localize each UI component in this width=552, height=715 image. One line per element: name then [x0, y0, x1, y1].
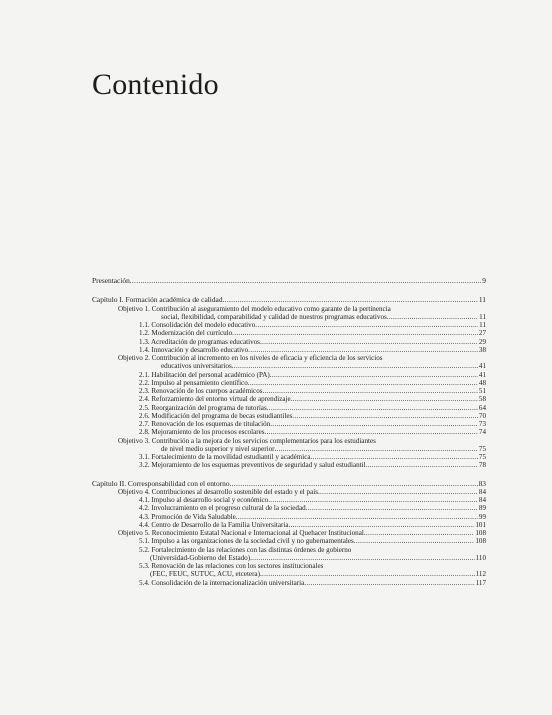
dot-leader — [387, 313, 478, 321]
toc-entry-label: Presentación — [92, 277, 130, 285]
toc-page-number: 110 — [475, 553, 486, 562]
toc-entry-label: Objetivo 3. Contribución a la mejora de los servicios complementarios para los estudiantes — [118, 436, 376, 445]
toc-entry-label: 2.1. Habilitación del personal académico (PA) — [139, 370, 270, 379]
toc-page-number: 83 — [478, 479, 486, 488]
toc-entry-label: de nivel medio superior y nivel superior — [161, 444, 275, 453]
toc-page-number: 99 — [478, 512, 486, 521]
dot-leader — [248, 346, 478, 354]
toc-entry-label: 2.8. Mejoramiento de los procesos escolares — [139, 428, 265, 437]
toc-page-number: 112 — [475, 570, 486, 579]
dot-leader — [232, 329, 478, 337]
dot-leader — [260, 570, 475, 578]
toc-entry-label: (Universidad-Gobierno del Estado) — [150, 553, 251, 562]
toc-entry-label: (FEC, FEUC, SUTUC, ACU, etcetera) — [150, 570, 260, 579]
toc-item-5-2-line1[interactable] — [92, 546, 486, 554]
toc-page-number: 11 — [478, 296, 486, 305]
dot-leader — [366, 461, 478, 469]
toc-page-number: 108 — [475, 537, 486, 546]
toc-page-number: 29 — [478, 337, 486, 346]
toc-page-number: 9 — [482, 277, 486, 285]
toc-page-number: 70 — [478, 411, 486, 420]
dot-leader — [292, 412, 478, 420]
dot-leader — [274, 445, 477, 453]
toc-item-4-2[interactable] — [92, 504, 486, 512]
dot-leader — [250, 554, 475, 562]
toc-item-2-1[interactable] — [92, 371, 486, 379]
toc-entry-label: 1.2. Modernización del currículo — [139, 329, 233, 338]
toc-objective-3-line1[interactable] — [92, 437, 486, 445]
toc-page-number: 84 — [478, 487, 486, 496]
toc-item-5-4[interactable] — [92, 579, 486, 587]
toc-item-1-4[interactable] — [92, 346, 486, 354]
dot-leader — [291, 395, 478, 403]
dot-leader — [304, 579, 474, 587]
toc-entry-label: Objetivo 2. Contribución al incremento en los niveles de eficacia y eficiencia de los servicios — [118, 354, 383, 362]
toc-entry-label: educativos universitarios — [161, 362, 232, 371]
toc-entry-label: 2.2. Impulso al pensamiento científico — [139, 378, 248, 387]
toc-entry-label: 5.3. Renovación de las relaciones con los sectores institucionales — [139, 562, 324, 570]
dot-leader — [263, 387, 478, 395]
dot-leader — [267, 404, 478, 412]
dot-leader — [223, 296, 478, 304]
toc-entry-label: 5.4. Consolidación de la internacionalización universitaria — [139, 578, 305, 587]
toc-page-number: 41 — [478, 370, 486, 379]
toc-entry-label: Capítulo I. Formación académica de calidad — [92, 296, 223, 305]
toc-item-2-6[interactable] — [92, 412, 486, 420]
toc-item-4-1[interactable] — [92, 496, 486, 504]
dot-leader — [265, 428, 478, 436]
dot-leader — [318, 488, 478, 496]
dot-leader — [311, 453, 478, 461]
toc-objective-2-line1[interactable] — [92, 354, 486, 362]
toc-entry-label: 4.2. Involucramiento en el progreso cultural de la sociedad — [139, 504, 306, 513]
toc-page-number: 117 — [475, 578, 486, 587]
dot-leader — [306, 504, 478, 512]
toc-chapter-2[interactable] — [92, 480, 486, 488]
toc-item-2-8[interactable] — [92, 428, 486, 436]
toc-entry-label: 4.3. Promoción de Vida Saludable — [139, 512, 236, 521]
toc-item-5-3-line2[interactable] — [92, 570, 486, 578]
dot-leader — [354, 537, 475, 545]
toc-entry-label: Objetivo 1. Contribución al aseguramiento del modelo educativo como garante de la pertinencia — [118, 304, 391, 313]
toc-entry-label: Objetivo 4. Contribuciones al desarrollo sostenible del estado y el país — [118, 487, 318, 496]
toc-objective-4[interactable] — [92, 488, 486, 496]
toc-entry-label: 1.4. Innovación y desarrollo educativo — [139, 345, 249, 354]
toc-objective-1-line2[interactable] — [92, 313, 486, 321]
toc-page-number: 73 — [478, 420, 486, 428]
toc-item-5-1[interactable] — [92, 537, 486, 545]
toc-page-number: 101 — [475, 520, 486, 529]
toc-item-4-4[interactable] — [92, 521, 486, 529]
dot-leader — [236, 513, 478, 521]
dot-leader — [268, 496, 478, 504]
toc-entry-label: 5.2. Fortalecimiento de las relaciones con las distintas órdenes de gobierno — [139, 545, 352, 554]
toc-entry-label: 2.5. Reorganización del programa de tutorías — [139, 403, 267, 412]
dot-leader — [289, 521, 475, 529]
toc-objective-2-line2[interactable] — [92, 362, 486, 370]
toc-item-3-2[interactable] — [92, 461, 486, 469]
toc-entry-label: 3.1. Fortalecimiento de la movilidad estudiantil y académica — [139, 453, 311, 461]
toc-page-number: 51 — [478, 387, 486, 395]
dot-leader — [260, 338, 478, 346]
dot-leader — [270, 371, 478, 379]
toc-item-2-4[interactable] — [92, 395, 486, 403]
page-title: Contenido — [92, 68, 219, 101]
toc-item-3-1[interactable] — [92, 453, 486, 461]
dot-leader — [255, 321, 478, 329]
toc-page-number: 78 — [478, 461, 486, 470]
toc-entry-presentacion[interactable] — [92, 277, 486, 285]
dot-leader — [232, 362, 478, 370]
toc-item-4-3[interactable] — [92, 513, 486, 521]
toc-page-number: 27 — [478, 329, 486, 338]
toc-page-number: 108 — [475, 529, 486, 537]
toc-entry-label: social, flexibilidad, comparabilidad y calidad de nuestros programas educativos — [161, 312, 387, 321]
toc-page-number: 75 — [478, 444, 486, 453]
dot-leader — [248, 379, 478, 387]
toc-entry-label: 2.3. Renovación de los cuerpos académicos — [139, 387, 263, 395]
toc-page-number: 41 — [478, 362, 486, 371]
toc-objective-1-line1[interactable] — [92, 305, 486, 313]
toc-page-number: 11 — [479, 312, 486, 321]
toc-page-number: 58 — [478, 395, 486, 404]
toc-item-2-2[interactable] — [92, 379, 486, 387]
toc-page-number: 75 — [478, 453, 486, 461]
dot-leader — [130, 277, 482, 285]
toc-objective-5[interactable] — [92, 529, 486, 537]
toc-entry-label: 2.4. Reforzamiento del entorno virtual de aprendizaje — [139, 395, 291, 404]
toc-page-number: 89 — [478, 504, 486, 513]
toc-item-1-2[interactable] — [92, 329, 486, 337]
toc-entry-label: 4.1. Impulso al desarrollo social y económico — [139, 496, 269, 504]
toc-entry-label: 4.4. Centro de Desarrollo de la Familia Universitaria — [139, 520, 289, 529]
toc-entry-label: 2.6. Modificación del programa de becas estudiantiles — [139, 411, 293, 420]
table-of-contents — [92, 277, 486, 587]
toc-item-2-3[interactable] — [92, 387, 486, 395]
toc-item-2-5[interactable] — [92, 404, 486, 412]
toc-page-number: 38 — [478, 345, 486, 354]
toc-item-5-2-line2[interactable] — [92, 554, 486, 562]
toc-objective-3-line2[interactable] — [92, 445, 486, 453]
toc-page-number: 74 — [478, 428, 486, 437]
toc-entry-label: 1.1. Consolidación del modelo educativo — [139, 321, 256, 329]
toc-page-number: 48 — [478, 378, 486, 387]
toc-entry-label: Capítulo II. Corresponsabilidad con el entorno — [92, 479, 230, 488]
toc-entry-label: 2.7. Renovación de los esquemas de titulación — [139, 420, 271, 428]
dot-leader — [364, 529, 475, 537]
dot-leader — [270, 420, 478, 428]
dot-leader — [230, 480, 478, 488]
toc-item-5-3-line1[interactable] — [92, 562, 486, 570]
toc-page-number: 11 — [479, 321, 486, 329]
toc-entry-label: 5.1. Impulso a las organizaciones de la sociedad civil y no gubernamentales — [139, 537, 354, 546]
toc-chapter-1[interactable] — [92, 296, 486, 304]
toc-item-1-1[interactable] — [92, 321, 486, 329]
toc-item-2-7[interactable] — [92, 420, 486, 428]
toc-page-number: 64 — [478, 403, 486, 412]
toc-item-1-3[interactable] — [92, 338, 486, 346]
toc-entry-label: 1.3. Acreditación de programas educativos — [139, 337, 260, 346]
toc-entry-label: Objetivo 5. Reconocimiento Estatal Nacional e Internacional al Quehacer Institucional — [118, 529, 364, 537]
toc-entry-label: 3.2. Mejoramiento de los esquemas preventivos de seguridad y salud estudiantil — [139, 461, 366, 470]
toc-page-number: 84 — [478, 496, 486, 504]
